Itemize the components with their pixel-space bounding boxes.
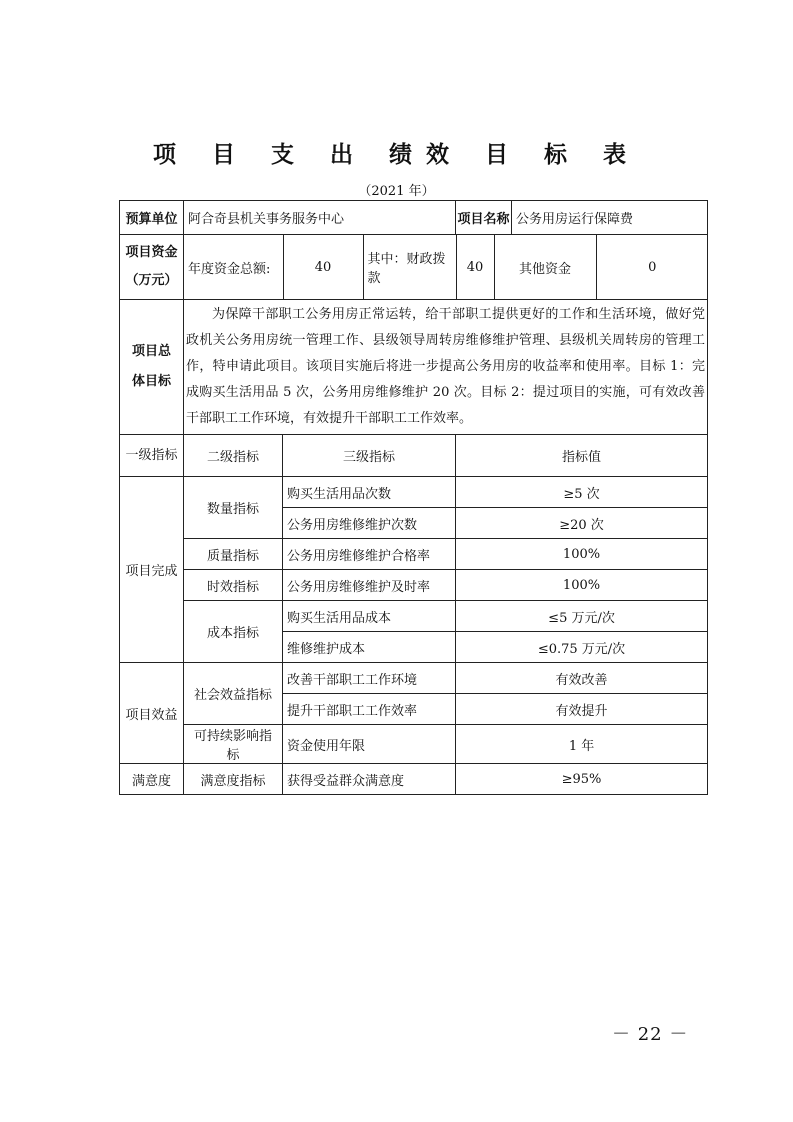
funds-inner-table — [184, 235, 708, 299]
budget-unit-label: 预算单位 — [120, 201, 184, 235]
year-label: （2021 年） — [358, 184, 435, 199]
quality-indicator: 公务用房维修维护合格率 — [283, 539, 456, 570]
completion-label: 项目完成 — [120, 477, 184, 663]
satisfaction-indicator: 获得受益群众满意度 — [283, 764, 456, 795]
table-row — [120, 764, 708, 795]
page-title: 项 目 支 出 绩效 目 标 表 — [152, 142, 641, 168]
table-row — [120, 477, 708, 508]
value-header: 指标值 — [456, 435, 708, 477]
social-indicator-2: 提升干部职工工作效率 — [283, 694, 456, 725]
other-funds-label: 其他资金 — [494, 235, 596, 299]
other-funds-value: 0 — [648, 259, 657, 275]
cost-value-1: ≤5 万元/次 — [456, 601, 708, 632]
quantity-indicator-2: 公务用房维修维护次数 — [283, 508, 456, 539]
funds-detail-cell — [184, 235, 708, 300]
table-row — [120, 725, 708, 764]
timeliness-label: 时效指标 — [184, 570, 283, 601]
performance-table — [119, 200, 708, 795]
cost-indicator-2: 维修维护成本 — [283, 632, 456, 663]
timeliness-indicator: 公务用房维修维护及时率 — [283, 570, 456, 601]
quantity-value-1: ≥5 次 — [456, 477, 708, 508]
total-funds-value: 40 — [283, 235, 363, 299]
page-number: － 22 － — [612, 1024, 689, 1045]
table-row — [120, 570, 708, 601]
goal-text: 为保障干部职工公务用房正常运转，给干部职工提供更好的工作和生活环境，做好党政机关公务用房统一管理工作、县级领导周转房维修维护管理、县级机关周转房的管理工作，特申请此项目。该项目实施后将进一步提高公务用房的收益率和使用率。目标 1：完成购买生活用品 5 次，公务用房维修维护 20 次。目标 2：提过项目的实施，可有效改善干部职工工作环境，有效提升干部职工工作效率。 — [184, 300, 708, 435]
level1-header: 一级指标 — [120, 435, 184, 477]
table-row — [120, 663, 708, 694]
header-row — [120, 201, 708, 235]
social-indicator-1: 改善干部职工工作环境 — [283, 663, 456, 694]
quality-label: 质量指标 — [184, 539, 283, 570]
level2-header: 二级指标 — [184, 435, 283, 477]
funds-label-line1: 项目资金 — [125, 245, 178, 260]
timeliness-value: 100% — [456, 570, 708, 601]
budget-unit-value: 阿合奇县机关事务服务中心 — [184, 201, 456, 235]
satisfaction-label: 满意度 — [120, 764, 184, 795]
funds-label — [120, 235, 184, 300]
quantity-value-2: ≥20 次 — [456, 508, 708, 539]
sustain-label: 可持续影响指标 — [184, 725, 283, 764]
sustain-indicator: 资金使用年限 — [283, 725, 456, 764]
social-value-2: 有效提升 — [456, 694, 708, 725]
sustain-value: 1 年 — [456, 725, 708, 764]
project-name-label: 项目名称 — [456, 201, 512, 235]
cost-value-2: ≤0.75 万元/次 — [456, 632, 708, 663]
indicator-header-row — [120, 435, 708, 477]
fiscal-funds-label: 其中：财政拨款 — [363, 235, 456, 299]
goal-label: 项目总体目标 — [120, 300, 184, 435]
benefit-label: 项目效益 — [120, 663, 184, 764]
level3-header: 三级指标 — [283, 435, 456, 477]
social-value-1: 有效改善 — [456, 663, 708, 694]
quantity-label: 数量指标 — [184, 477, 283, 539]
quantity-indicator-1: 购买生活用品次数 — [283, 477, 456, 508]
social-benefit-label: 社会效益指标 — [184, 663, 283, 725]
total-funds-label: 年度资金总额: — [184, 235, 283, 299]
funds-label-line2: （万元） — [125, 273, 178, 288]
satisfaction-value: ≥95% — [456, 764, 708, 795]
satisfaction-sub-label: 满意度指标 — [184, 764, 283, 795]
fiscal-funds-value: 40 — [456, 235, 494, 299]
project-name-value: 公务用房运行保障费 — [512, 201, 708, 235]
goal-row — [120, 300, 708, 435]
funds-row — [120, 235, 708, 300]
table-row — [120, 539, 708, 570]
cost-indicator-1: 购买生活用品成本 — [283, 601, 456, 632]
quality-value: 100% — [456, 539, 708, 570]
table-row — [120, 601, 708, 632]
cost-label: 成本指标 — [184, 601, 283, 663]
